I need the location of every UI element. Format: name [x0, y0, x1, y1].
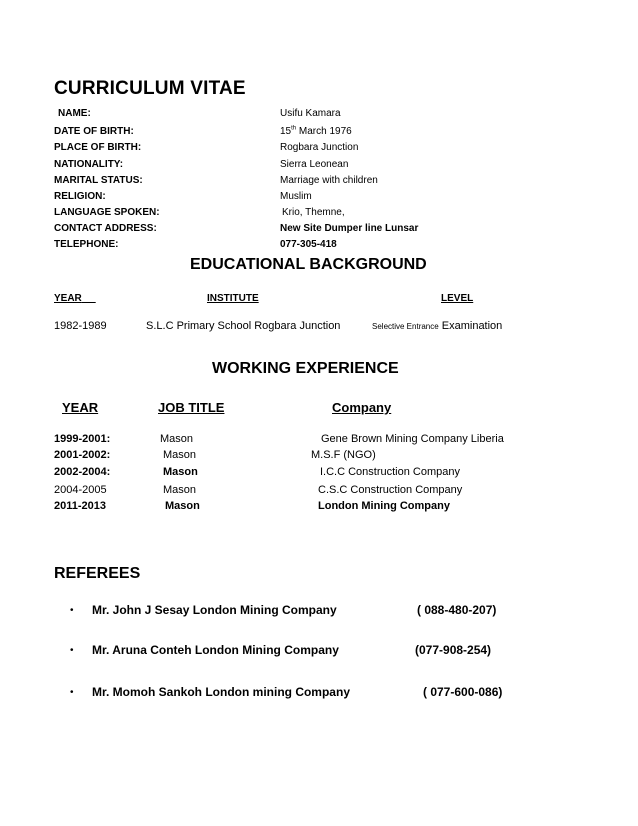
referees-heading: REFEREES [54, 565, 141, 582]
bullet-icon: • [70, 605, 74, 616]
education-heading: EDUCATIONAL BACKGROUND [190, 256, 427, 273]
religion-label: RELIGION: [54, 191, 106, 202]
work-row-job: Mason [163, 449, 197, 461]
address-value: New Site Dumper line Lunsar [280, 223, 419, 234]
name-label: NAME: [58, 108, 91, 119]
telephone-label: TELEPHONE: [54, 239, 119, 250]
nationality-value: Sierra Leonean [280, 159, 349, 170]
work-company-header: Company [332, 400, 392, 415]
pob-value: Rogbara Junction [280, 142, 359, 153]
bullet-icon: • [70, 687, 74, 698]
education-row-institute: S.L.C Primary School Rogbara Junction [146, 320, 341, 332]
telephone-value: 077-305-418 [280, 239, 337, 250]
referee-name: Mr. Aruna Conteh London Mining Company [92, 643, 339, 657]
religion-value: Muslim [280, 191, 312, 202]
work-row-year: 2011-2013 [54, 500, 106, 512]
education-level-header: LEVEL [441, 293, 474, 304]
marital-status-value: Marriage with children [280, 175, 378, 186]
pob-label: PLACE OF BIRTH: [54, 142, 142, 153]
work-row-year: 2001-2002: [54, 449, 111, 461]
work-heading: WORKING EXPERIENCE [212, 360, 399, 377]
education-year-header: YEAR [54, 293, 82, 304]
education-institute-header: INSTITUTE [207, 293, 259, 304]
work-job-header: JOB TITLE [158, 400, 225, 415]
work-row-company: M.S.F (NGO) [311, 449, 376, 461]
work-row-company: Gene Brown Mining Company Liberia [321, 433, 504, 445]
bullet-icon: • [70, 645, 74, 656]
dob-value: 15th March 1976 [280, 125, 352, 137]
work-row-job: Mason [163, 466, 198, 478]
work-row-company: C.S.C Construction Company [318, 484, 463, 496]
referee-phone: (077-908-254) [415, 643, 492, 657]
work-row-company: London Mining Company [318, 500, 450, 512]
address-label: CONTACT ADDRESS: [54, 223, 157, 234]
language-label: LANGUAGE SPOKEN: [54, 207, 160, 218]
dob-label: DATE OF BIRTH: [54, 126, 134, 137]
work-row-year: 1999-2001: [54, 433, 111, 445]
nationality-label: NATIONALITY: [54, 159, 124, 170]
language-value: Krio, Themne, [282, 207, 345, 218]
education-row-year: 1982-1989 [54, 320, 107, 332]
referee-phone: ( 088-480-207) [417, 603, 497, 617]
referee-name: Mr. Momoh Sankoh London mining Company [92, 685, 350, 699]
work-row-company: I.C.C Construction Company [320, 466, 460, 478]
work-row-year: 2002-2004: [54, 466, 111, 478]
referee-name: Mr. John J Sesay London Mining Company [92, 603, 337, 617]
cv-title: CURRICULUM VITAE [54, 78, 246, 99]
work-row-year: 2004-2005 [54, 484, 107, 496]
name-value: Usifu Kamara [280, 108, 341, 119]
work-row-job: Mason [160, 433, 194, 445]
work-year-header: YEAR [62, 400, 99, 415]
work-row-job: Mason [163, 484, 197, 496]
work-row-job: Mason [165, 500, 200, 512]
marital-status-label: MARITAL STATUS: [54, 175, 143, 186]
referee-phone: ( 077-600-086) [423, 685, 503, 699]
education-row-level: Selective Entrance Examination [372, 320, 503, 332]
